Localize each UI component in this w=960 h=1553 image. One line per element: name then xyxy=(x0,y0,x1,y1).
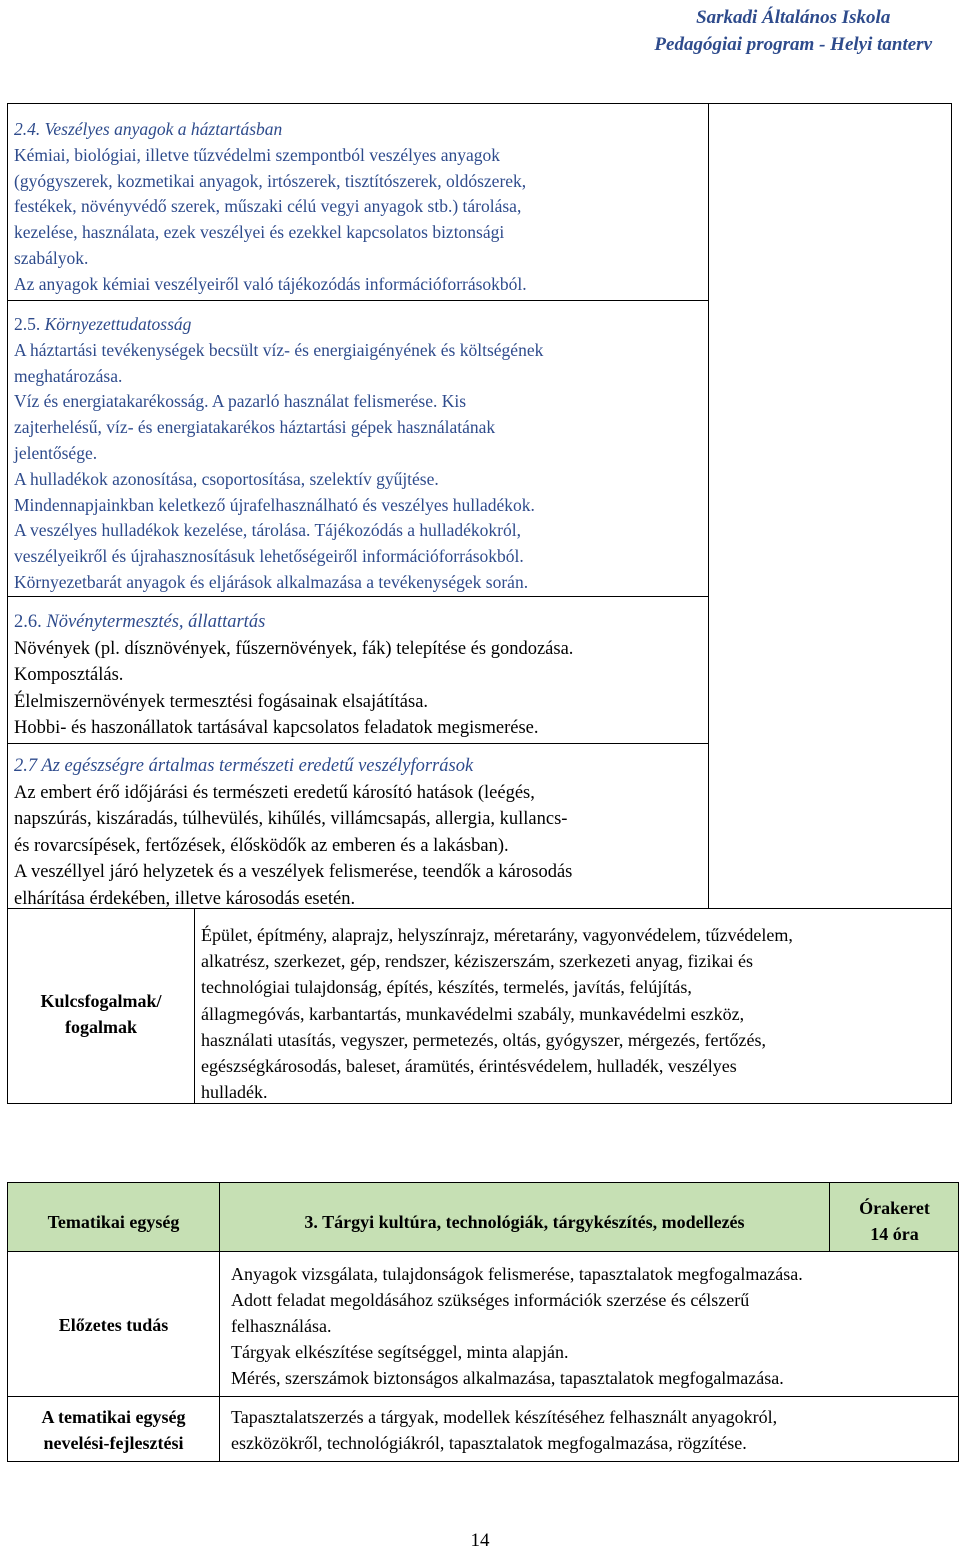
section-title-text: Környezettudatosság xyxy=(44,314,192,334)
section-line: A hulladékok azonosítása, csoportosítása, szelektív gyűjtése. xyxy=(14,468,439,489)
row-divider xyxy=(7,743,708,744)
section-title-text: Növénytermesztés, állattartás xyxy=(46,612,266,632)
section-title: 2.7 Az egészségre ártalmas természeti eredetű veszélyforrások xyxy=(14,756,474,776)
text-line: Adott feladat megoldásához szükséges információk szerzése és célszerű xyxy=(231,1290,750,1310)
text-line: Tapasztalatszerzés a tárgyak, modellek készítéséhez felhasznált anyagokról, xyxy=(231,1407,778,1427)
section-2-6 xyxy=(14,609,704,742)
section-line: A veszélyes hulladékok kezelése, tárolása. Tájékozódás a hulladékokról, xyxy=(14,520,521,541)
section-2-7 xyxy=(14,753,704,912)
keyword-line: Épület, építmény, alaprajz, helyszínrajz, méretarány, vagyonvédelem, tűzvédelem, xyxy=(201,925,793,945)
section-line: kezelése, használata, ezek veszélyei és ezekkel kapcsolatos biztonsági xyxy=(14,222,505,243)
elozetes-tudas-label: Előzetes tudás xyxy=(58,1315,169,1335)
section-line: Az embert érő időjárási és természeti eredetű károsító hatások (leégés, xyxy=(14,782,535,803)
document-title: Pedagógiai program - Helyi tanterv xyxy=(654,34,932,55)
section-line: és rovarcsípések, fertőzések, élősködők az emberen és a lakásban). xyxy=(14,835,509,856)
section-line: veszélyeikről és újrahasznosításuk lehetőségeiről információforrásokból. xyxy=(14,546,524,567)
tematikai-label: Tematikai egység xyxy=(47,1212,180,1232)
keyword-line: hulladék. xyxy=(201,1082,268,1103)
label-line: fogalmak xyxy=(65,1017,137,1037)
section-line: jelentősége. xyxy=(14,442,98,463)
section-2-4 xyxy=(14,117,704,298)
nevelesi-fejlesztesi-label xyxy=(8,1404,219,1456)
section-title xyxy=(14,609,704,636)
section-line: szabályok. xyxy=(14,247,89,268)
keyword-line: használati utasítás, vegyszer, permetezés, oltás, gyógyszer, mérgezés, fertőzés, xyxy=(201,1029,766,1050)
nevelesi-fejlesztesi-text xyxy=(231,1404,956,1456)
section-line: A veszéllyel járó helyzetek és a veszélyek felismerése, teendők a károsodás xyxy=(14,862,573,882)
school-name: Sarkadi Általános Iskola xyxy=(696,7,891,28)
section-line: Mindennapjainkban keletkező újrafelhasználható és veszélyes hulladékok. xyxy=(14,494,535,515)
orakeret-label: Órakeret xyxy=(859,1198,930,1218)
orakeret xyxy=(830,1195,959,1247)
row-divider xyxy=(7,1396,959,1397)
section-line: (gyógyszerek, kozmetikai anyagok, irtószerek, tisztítószerek, oldószerek, xyxy=(14,170,527,191)
section-line: A háztartási tevékenységek becsült víz- és energiaigényének és költségének xyxy=(14,339,544,360)
page-header xyxy=(654,4,932,58)
section-line: Kémiai, biológiai, illetve tűzvédelmi szempontból veszélyes anyagok xyxy=(14,144,500,165)
section-line: elhárítása érdekében, illetve károsodás esetén. xyxy=(14,888,356,909)
section-line: Környezetbarát anyagok és eljárások alkalmazása a tevékenységek során. xyxy=(14,571,529,592)
section-line: Komposztálás. xyxy=(14,665,124,685)
label-line: Kulcsfogalmak/ xyxy=(40,991,162,1011)
table-divider-vertical xyxy=(194,908,195,1104)
orakeret-value: 14 óra xyxy=(870,1224,919,1244)
row-divider xyxy=(7,596,708,597)
section-line: Víz és energiatakarékosság. A pazarló használat felismerése. Kis xyxy=(14,391,467,412)
section-number: 2.5. xyxy=(14,314,41,334)
kulcsfogalmak-label xyxy=(8,988,194,1040)
section-line: Az anyagok kémiai veszélyeiről való tájékozódás információforrásokból. xyxy=(14,273,527,294)
section-line: Hobbi- és haszonállatok tartásával kapcsolatos feladatok megismerése. xyxy=(14,718,539,738)
table-divider-vertical xyxy=(708,103,709,909)
page-number: 14 xyxy=(470,1530,490,1551)
text-line: Mérés, szerszámok biztonságos alkalmazása, tapasztalatok megfogalmazása. xyxy=(231,1368,784,1388)
row-divider xyxy=(7,300,708,301)
keyword-line: technológiai tulajdonság, építés, készítés, termelés, javítás, felújítás, xyxy=(201,977,692,998)
section-line: zajterhelésű, víz- és energiatakarékos háztartási gépek használatának xyxy=(14,417,496,438)
kulcsfogalmak-text xyxy=(201,922,946,1105)
tematikai-title: 3. Tárgyi kultúra, technológiák, tárgykészítés, modellezés xyxy=(304,1212,745,1232)
section-line: napszúrás, kiszáradás, túlhevülés, kihűlés, villámcsapás, allergia, kullancs- xyxy=(14,809,568,829)
section-line: Növények (pl. dísznövények, fűszernövények, fák) telepítése és gondozása. xyxy=(14,638,574,659)
section-title xyxy=(14,312,704,338)
keyword-line: állagmegóvás, karbantartás, munkavédelmi szabály, munkavédelmi eszköz, xyxy=(201,1003,745,1024)
text-line: eszközökről, technológiákról, tapasztalatok megfogalmazása, rögzítése. xyxy=(231,1433,747,1453)
keyword-line: egészségkárosodás, baleset, áramütés, érintésvédelem, hulladék, veszélyes xyxy=(201,1056,737,1077)
section-title: 2.4. Veszélyes anyagok a háztartásban xyxy=(14,119,283,139)
section-line: Élelmiszernövények termesztési fogásainak elsajátítása. xyxy=(14,691,429,712)
label-line: nevelési-fejlesztési xyxy=(43,1433,184,1453)
section-number: 2.6. xyxy=(14,612,42,632)
text-line: Tárgyak elkészítése segítséggel, minta alapján. xyxy=(231,1342,569,1362)
row-divider xyxy=(7,1251,959,1252)
section-2-5 xyxy=(14,312,704,596)
text-line: felhasználása. xyxy=(231,1316,332,1336)
elozetes-tudas-text xyxy=(231,1261,956,1391)
text-line: Anyagok vizsgálata, tulajdonságok felismerése, tapasztalatok megfogalmazása. xyxy=(231,1264,803,1284)
label-line: A tematikai egység xyxy=(41,1407,186,1427)
section-line: meghatározása. xyxy=(14,365,123,386)
keyword-line: alkatrész, szerkezet, gép, rendszer, kéziszerszám, szerkezeti anyag, fizikai és xyxy=(201,951,753,972)
section-line: festékek, növényvédő szerek, műszaki célú vegyi anyagok stb.) tárolása, xyxy=(14,196,522,217)
